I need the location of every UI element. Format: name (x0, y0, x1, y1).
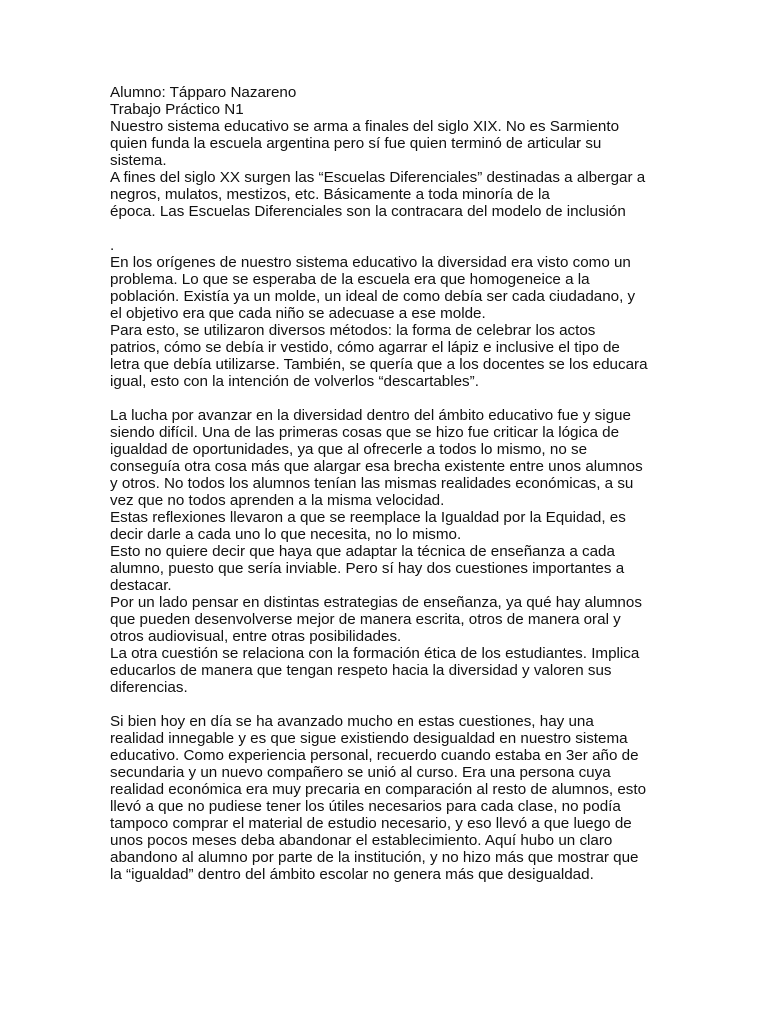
blank-line (110, 390, 670, 407)
paragraph-4 (110, 322, 670, 390)
text-line: En los orígenes de nuestro sistema educativo la diversidad era visto como un (110, 254, 631, 271)
text-line: población. Existía ya un molde, un ideal de como debía ser cada ciudadano, y (110, 288, 636, 305)
paragraph-5 (110, 407, 670, 509)
paragraph-3 (110, 254, 670, 322)
text-line: A fines del siglo XX surgen las “Escuelas Diferenciales” destinadas a albergar a (110, 169, 646, 186)
text-line: el objetivo era que cada niño se adecuase a ese molde. (110, 305, 486, 322)
text-line: destacar. (110, 577, 172, 594)
text-line: decir darle a cada uno lo que necesita, no lo mismo. (110, 526, 462, 543)
paragraph-8 (110, 594, 670, 645)
text-line: Estas reflexiones llevaron a que se reemplace la Igualdad por la Equidad, es (110, 509, 626, 526)
text-line: Por un lado pensar en distintas estrategias de enseñanza, ya qué hay alumnos (110, 594, 642, 611)
text-line: Nuestro sistema educativo se arma a finales del siglo XIX. No es Sarmiento (110, 118, 620, 135)
text-line: secundaria y un nuevo compañero se unió al curso. Era una persona cuya (110, 764, 611, 781)
text-line: diferencias. (110, 679, 188, 696)
text-line: quien funda la escuela argentina pero sí fue quien terminó de articular su (110, 135, 602, 152)
text-line: patrios, cómo se debía ir vestido, cómo agarrar el lápiz e inclusive el tipo de (110, 339, 620, 356)
text-line: época. Las Escuelas Diferenciales son la contracara del modelo de inclusión (110, 203, 626, 220)
text-line: Si bien hoy en día se ha avanzado mucho en estas cuestiones, hay una (110, 713, 594, 730)
text-line: otros audiovisual, entre otras posibilidades. (110, 628, 402, 645)
text-line: siendo difícil. Una de las primeras cosas que se hizo fue criticar la lógica de (110, 424, 620, 441)
text-line: educativo. Como experiencia personal, recuerdo cuando estaba en 3er año de (110, 747, 639, 764)
paragraph-10 (110, 713, 670, 883)
text-line: y otros. No todos los alumnos tenían las mismas realidades económicas, a su (110, 475, 634, 492)
paragraph-6 (110, 509, 670, 543)
text-line: educarlos de manera que tengan respeto hacia la diversidad y valoren sus (110, 662, 612, 679)
text-line: tampoco comprar el material de estudio necesario, y eso llevó a que luego de (110, 815, 632, 832)
text-line: realidad económica era muy precaria en comparación al resto de alumnos, esto (110, 781, 647, 798)
paragraph-9 (110, 645, 670, 696)
text-line: alumno, puesto que sería inviable. Pero sí hay dos cuestiones importantes a (110, 560, 625, 577)
blank-line (110, 220, 670, 237)
text-line: negros, mulatos, mestizos, etc. Básicamente a toda minoría de la (110, 186, 550, 203)
paragraph-1 (110, 118, 670, 169)
text-line: igualdad de oportunidades, ya que al ofrecerle a todos lo mismo, no se (110, 441, 588, 458)
text-line: sistema. (110, 152, 167, 169)
text-line: vez que no todos aprenden a la misma velocidad. (110, 492, 445, 509)
document-body (110, 84, 670, 883)
text-line: abandono al alumno por parte de la institución, y no hizo más que mostrar que (110, 849, 639, 866)
text-line: conseguía otra cosa más que alargar esa brecha existente entre unos alumnos (110, 458, 643, 475)
text-line: realidad innegable y es que sigue existiendo desigualdad en nuestro sistema (110, 730, 628, 747)
text-line: problema. Lo que se esperaba de la escuela era que homogeneice a la (110, 271, 590, 288)
text-line: llevó a que no pudiese tener los útiles necesarios para cada clase, no podía (110, 798, 621, 815)
text-line: igual, esto con la intención de volverlos “descartables”. (110, 373, 479, 390)
text-line: La lucha por avanzar en la diversidad dentro del ámbito educativo fue y sigue (110, 407, 631, 424)
text-line: La otra cuestión se relaciona con la formación ética de los estudiantes. Implica (110, 645, 640, 662)
stray-period: . (110, 237, 115, 254)
text-line: letra que debía utilizarse. También, se quería que a los docentes se los educara (110, 356, 648, 373)
blank-line (110, 696, 670, 713)
student-name-line: Alumno: Tápparo Nazareno (110, 84, 297, 101)
text-line: unos pocos meses deba abandonar el establecimiento. Aquí hubo un claro (110, 832, 613, 849)
text-line: Para esto, se utilizaron diversos métodos: la forma de celebrar los actos (110, 322, 596, 339)
text-line: que pueden desenvolverse mejor de manera escrita, otros de manera oral y (110, 611, 621, 628)
assignment-title-line: Trabajo Práctico N1 (110, 101, 244, 118)
paragraph-2 (110, 169, 670, 220)
paragraph-7 (110, 543, 670, 594)
text-line: Esto no quiere decir que haya que adaptar la técnica de enseñanza a cada (110, 543, 615, 560)
text-line: la “igualdad” dentro del ámbito escolar no genera más que desigualdad. (110, 866, 594, 883)
